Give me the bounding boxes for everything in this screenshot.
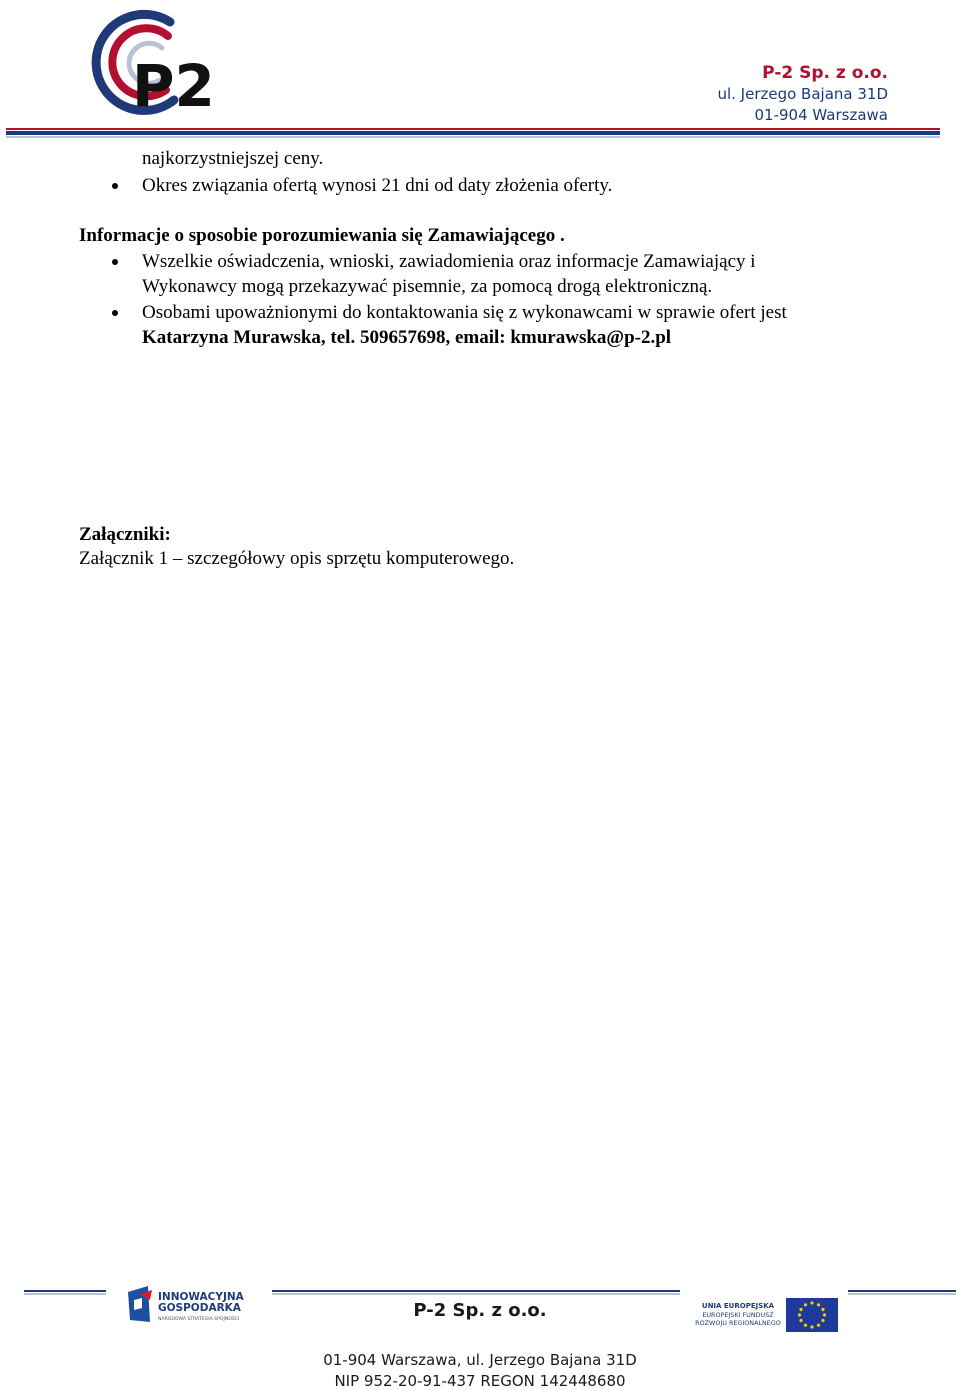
footer-address: 01-904 Warszawa, ul. Jerzego Bajana 31D xyxy=(323,1351,637,1369)
footer-divider-right xyxy=(848,1290,956,1296)
eu-logo-line1: UNIA EUROPEJSKA xyxy=(701,1302,775,1310)
ig-logo-line2: GOSPODARKA xyxy=(158,1302,241,1314)
continuation-line: najkorzystniejszej ceny. xyxy=(142,148,324,169)
eu-logo-line2: EUROPEJSKI FUNDUSZ xyxy=(702,1311,774,1319)
header-divider xyxy=(6,128,940,138)
footer-divider-center xyxy=(272,1290,680,1296)
footer-company-name: P-2 Sp. z o.o. xyxy=(413,1300,547,1321)
bullet-dot xyxy=(112,259,118,265)
eu-fund-logo xyxy=(690,1296,840,1332)
header-address-city: 01-904 Warszawa xyxy=(754,106,888,124)
header-company-name: P-2 Sp. z o.o. xyxy=(762,63,888,83)
ig-logo-line1: INNOWACYJNA xyxy=(158,1291,244,1303)
communication-text-line1: Wszelkie oświadczenia, wnioski, zawiadomienia oraz informacje Zamawiający i xyxy=(142,251,756,272)
attachments-heading: Załączniki: xyxy=(79,524,171,545)
bullet-dot xyxy=(112,310,118,316)
bullet-dot xyxy=(112,183,118,189)
company-logo-graphic xyxy=(82,4,212,116)
communication-text-line2: Wykonawcy mogą przekazywać pisemnie, za pomocą drogą elektroniczną. xyxy=(142,276,713,297)
footer-registry-numbers: NIP 952-20-91-437 REGON 142448680 xyxy=(334,1372,626,1390)
offer-validity-text: Okres związania ofertą wynosi 21 dni od daty złożenia oferty. xyxy=(142,175,613,196)
footer-divider-left xyxy=(24,1290,106,1296)
company-logo-text: P2 xyxy=(132,52,212,116)
eu-fund-logo-graphic xyxy=(690,1296,840,1332)
header-address-street: ul. Jerzego Bajana 31D xyxy=(717,85,888,103)
header-company-info xyxy=(717,62,888,126)
attachment-item-1: Załącznik 1 – szczegółowy opis sprzętu komputerowego. xyxy=(79,548,515,569)
eu-logo-line3: ROZWOJU REGIONALNEGO xyxy=(695,1319,781,1327)
contact-text-line1: Osobami upoważnionymi do kontaktowania się z wykonawcami w sprawie ofert jest xyxy=(142,302,787,323)
company-logo xyxy=(82,4,212,116)
ig-logo-line3: NARODOWA STRATEGIA SPÓJNOŚCI xyxy=(158,1317,240,1322)
communication-section-heading: Informacje o sposobie porozumiewania się Zamawiającego . xyxy=(79,225,565,246)
contact-person-details: Katarzyna Murawska, tel. 509657698, email: kmurawska@p-2.pl xyxy=(142,327,672,348)
